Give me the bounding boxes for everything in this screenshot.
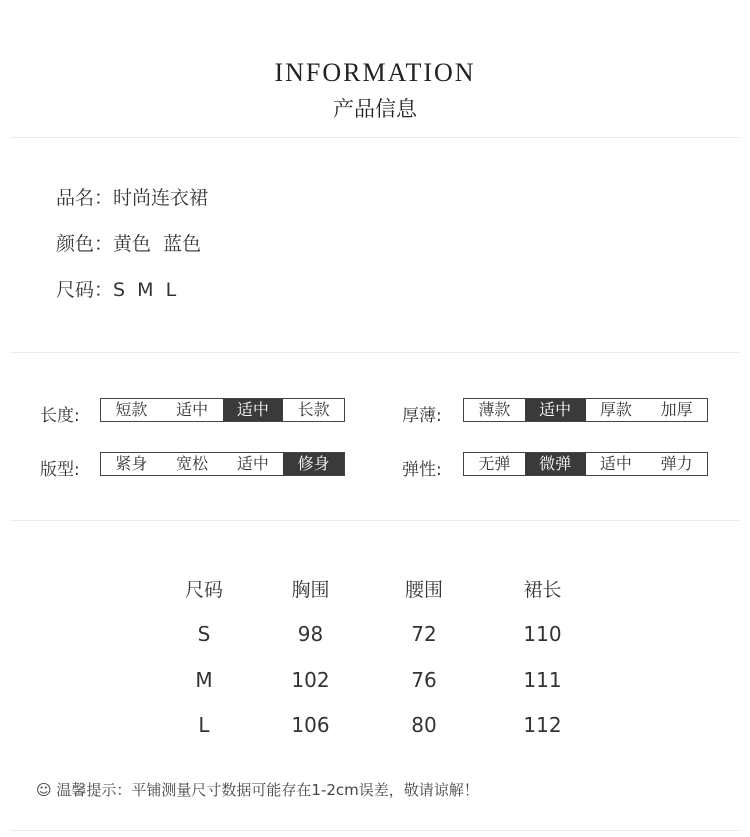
attr-scale-elasticity (463, 452, 708, 476)
table-cell: S (197, 622, 211, 647)
attr-option: 紧身 (115, 454, 148, 473)
info-row-color (56, 229, 201, 256)
table-cell: 76 (411, 667, 437, 692)
table-cell: M (195, 667, 213, 692)
divider (10, 352, 740, 353)
attr-option: 适中 (223, 399, 284, 421)
info-value: 时尚连衣裙 (113, 187, 209, 209)
table-cell: 102 (291, 667, 330, 692)
attr-option: 无弹 (478, 454, 511, 473)
title-en: INFORMATION (274, 58, 476, 87)
table-row (150, 612, 600, 658)
info-value: S M L (113, 279, 177, 301)
divider (10, 520, 740, 521)
attr-option: 厚款 (599, 400, 632, 419)
info-value: 黄色 蓝色 (113, 233, 202, 255)
table-cell: 111 (523, 667, 562, 692)
table-cell: L (198, 713, 210, 738)
attr-label-elasticity: 弹性: (402, 460, 442, 480)
table-cell: 98 (297, 622, 324, 647)
table-header: 腰围 (404, 579, 443, 602)
table-header-row (150, 566, 600, 612)
size-table (150, 566, 600, 748)
info-label: 尺码： (56, 279, 114, 301)
title-cn: 产品信息 (333, 97, 417, 121)
attr-option: 弹力 (660, 454, 693, 473)
table-cell: 106 (291, 713, 330, 738)
attr-label-thickness: 厚薄: (402, 406, 442, 426)
attr-option: 宽松 (176, 454, 209, 473)
table-cell: 72 (411, 622, 437, 647)
attr-label-length: 长度: (40, 406, 80, 426)
attr-option: 适中 (236, 454, 269, 473)
attr-scale-length (100, 398, 345, 422)
attr-option: 修身 (283, 453, 344, 475)
attr-scale-thickness (463, 398, 708, 422)
attr-option: 微弹 (525, 453, 586, 475)
attr-scale-fit (100, 452, 345, 476)
attr-option: 适中 (599, 454, 632, 473)
attr-label-fit: 版型: (40, 460, 80, 480)
table-cell: 110 (523, 622, 562, 647)
tip-note: ☺ 温馨提示：平铺测量尺寸数据可能存在1-2cm误差，敬请谅解！ (36, 781, 479, 799)
attr-option: 长款 (297, 400, 330, 419)
divider (10, 830, 740, 831)
attr-option: 短款 (115, 400, 148, 419)
divider (10, 137, 740, 138)
attr-option: 适中 (525, 399, 586, 421)
table-header: 尺码 (184, 579, 223, 602)
table-row (150, 703, 600, 749)
attr-option: 适中 (176, 400, 209, 419)
table-header: 裙长 (523, 579, 562, 602)
table-header: 胸围 (291, 579, 330, 602)
info-row-size (56, 275, 176, 302)
info-label: 品名： (56, 187, 114, 209)
table-cell: 80 (411, 713, 437, 738)
info-label: 颜色： (56, 233, 114, 255)
info-row-name (56, 183, 208, 210)
attr-option: 加厚 (660, 400, 693, 419)
table-cell: 112 (523, 713, 562, 738)
table-row (150, 657, 600, 703)
attr-option: 薄款 (478, 400, 511, 419)
